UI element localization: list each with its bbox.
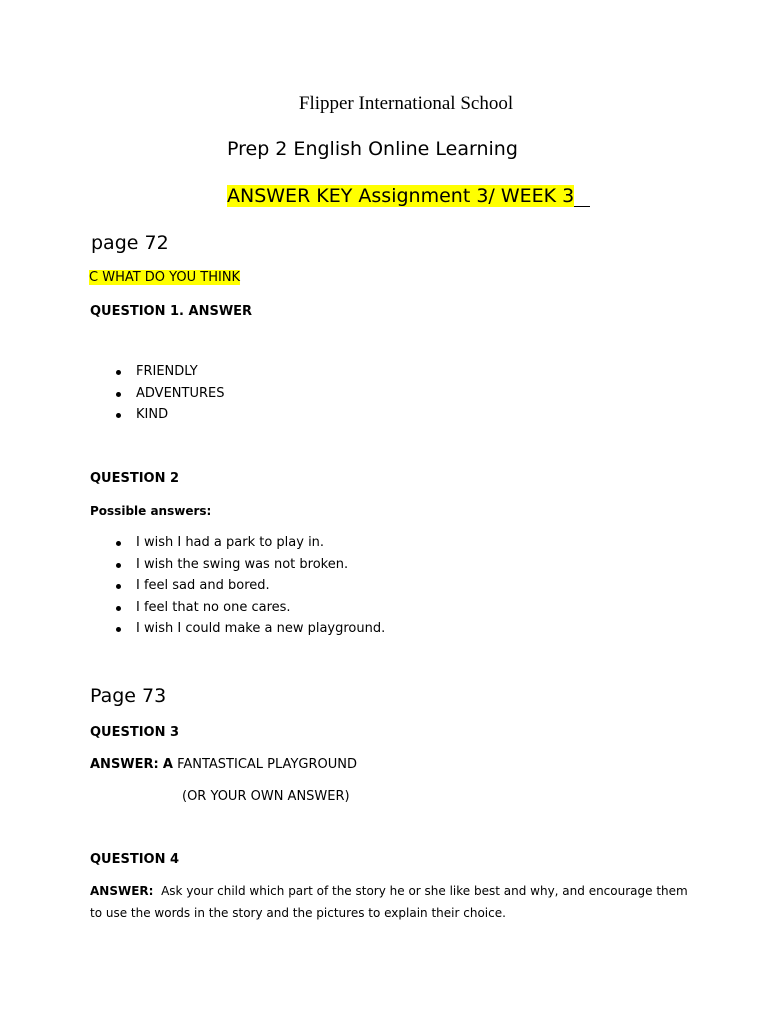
list-item: KIND [89,405,224,427]
list-item: ADVENTURES [89,384,224,406]
answer-key-title [227,185,590,207]
question-1-label: QUESTION 1. ANSWER [90,304,253,319]
question-3-label: QUESTION 3 [90,725,180,740]
list-item: I wish I could make a new playground. [89,619,385,641]
answer-text: FANTASTICAL PLAYGROUND [177,757,357,772]
course-title: Prep 2 English Online Learning [227,138,518,160]
answer-key-text: ANSWER KEY Assignment 3/ WEEK 3 [227,185,575,207]
list-item: I feel that no one cares. [89,598,385,620]
school-name: Flipper International School [298,93,514,114]
question-3-alt-answer: (OR YOUR OWN ANSWER) [182,789,350,804]
question-4-answer [90,880,690,924]
title-underline [574,188,590,207]
answer-prefix: ANSWER: [90,757,159,772]
question-2-label: QUESTION 2 [90,471,180,486]
page-73-heading: Page 73 [90,685,167,707]
section-c-heading: C WHAT DO YOU THINK [89,270,241,285]
possible-answers-label: Possible answers: [90,504,212,518]
answer-prefix: ANSWER: [90,884,154,898]
list-item: I wish I had a park to play in. [89,533,385,555]
page-72-heading: page 72 [91,232,169,254]
list-item: I wish the swing was not broken. [89,555,385,577]
list-item: I feel sad and bored. [89,576,385,598]
list-item: FRIENDLY [89,362,224,384]
answer-text: Ask your child which part of the story he or she like best and why, and encourage them to use the words in the story and the pictures to explain their choice. [90,884,688,920]
question-2-answers [89,533,385,641]
answer-letter: A [162,757,173,772]
question-3-answer [90,757,357,772]
question-1-answers [89,362,224,427]
question-4-label: QUESTION 4 [90,852,180,867]
